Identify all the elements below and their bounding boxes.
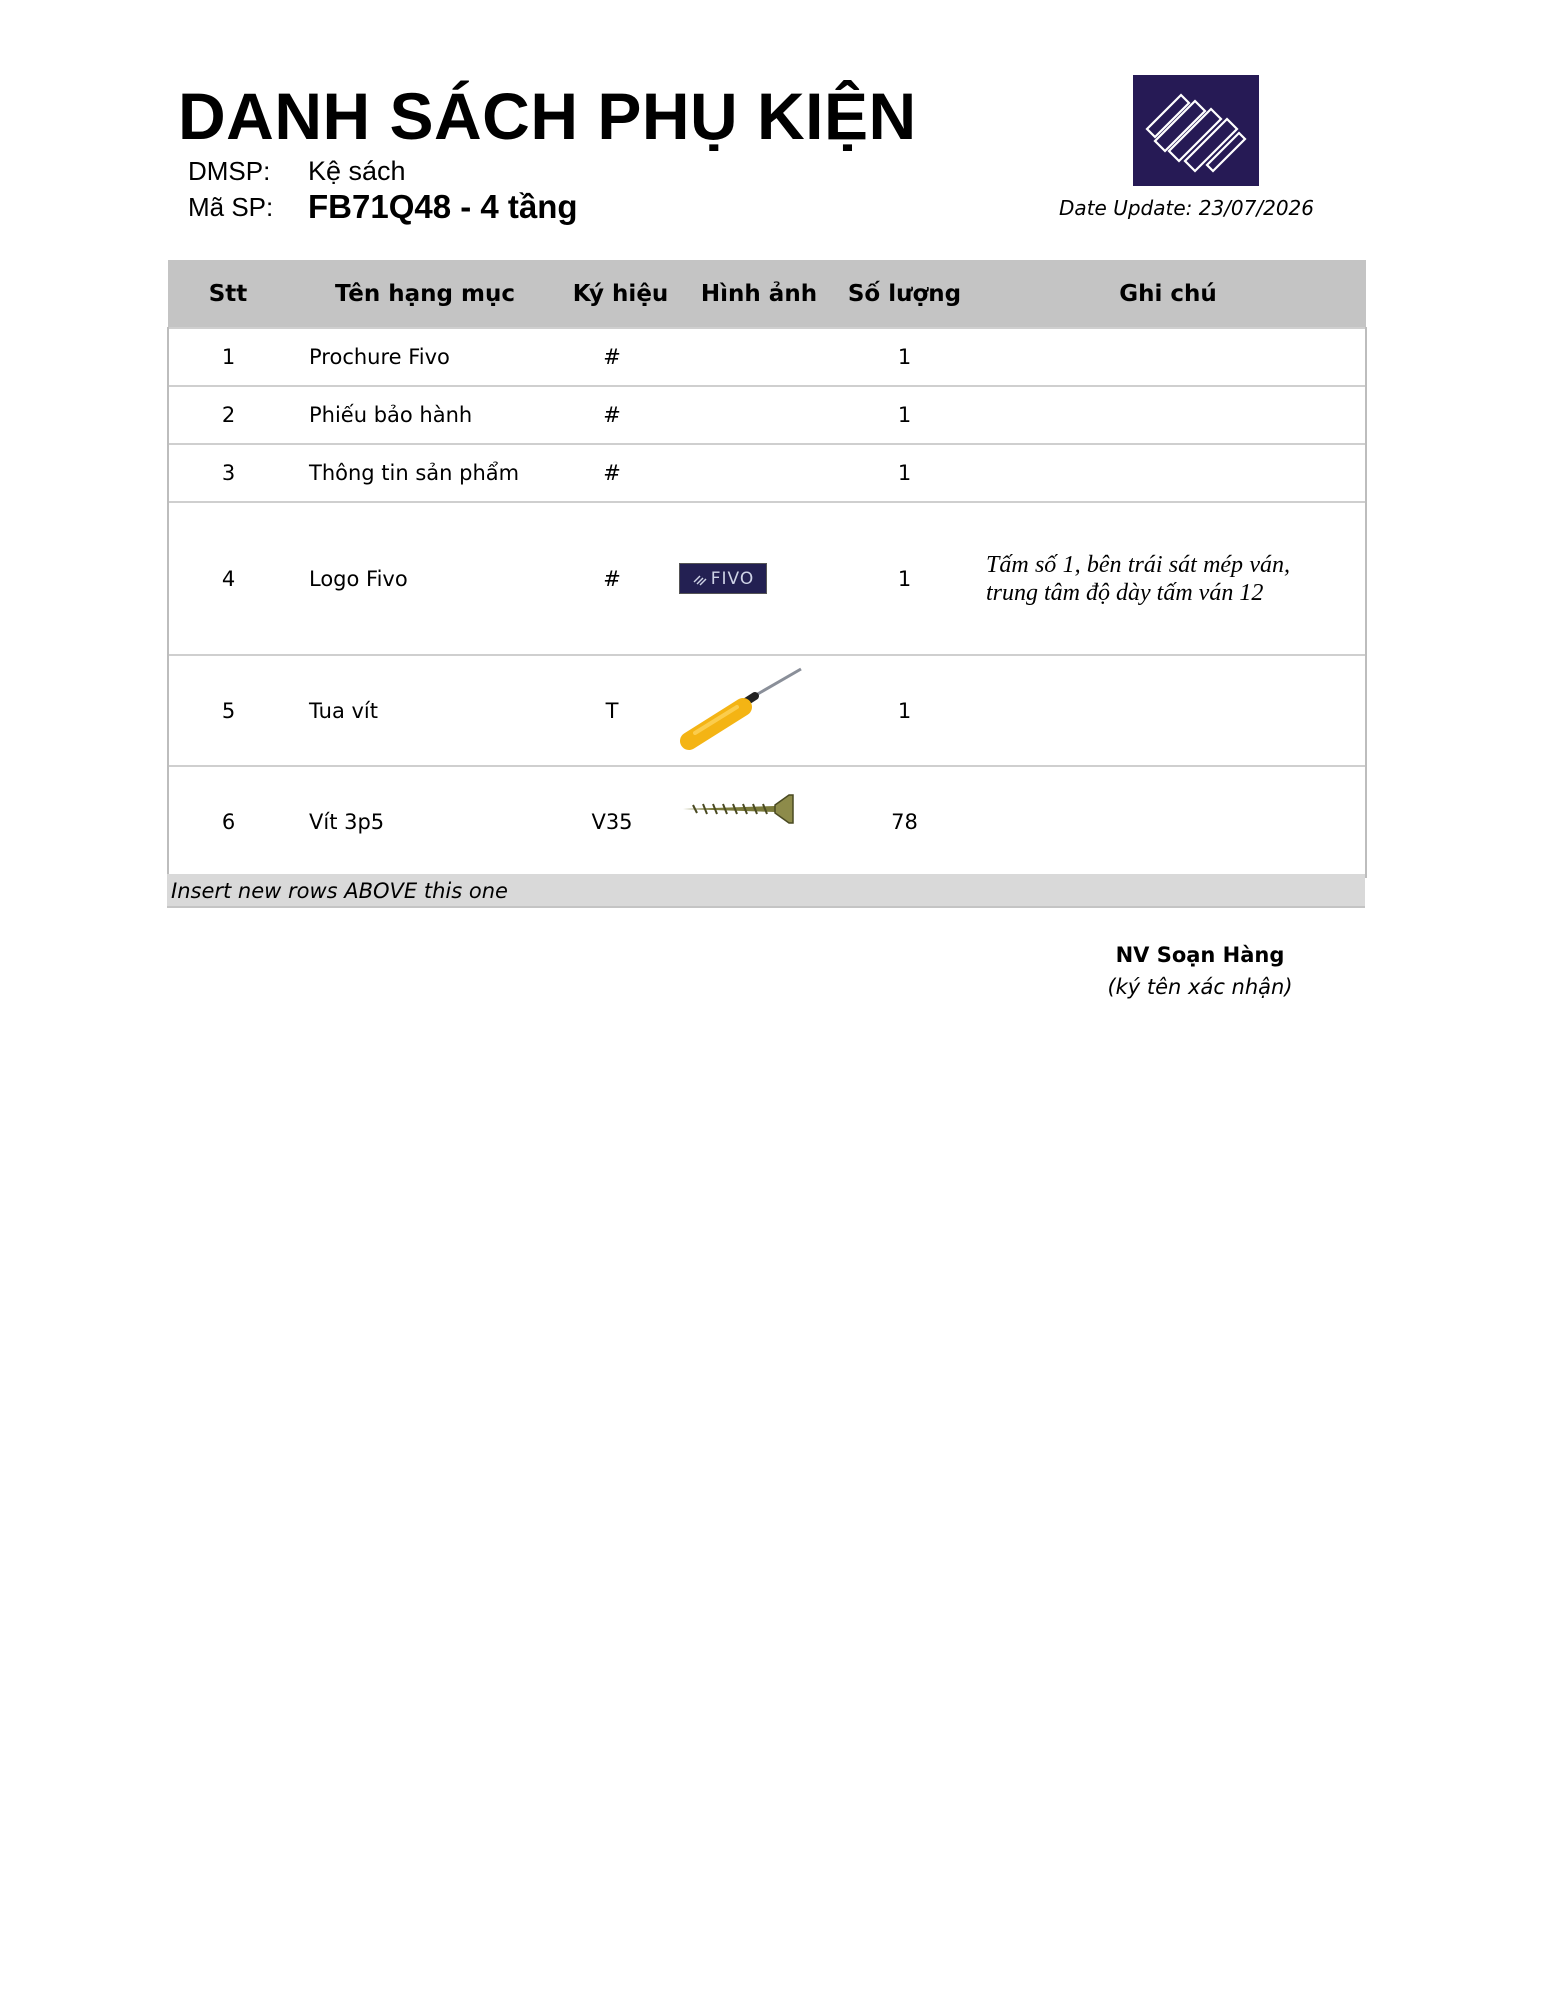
cell-note: [970, 386, 1366, 444]
cell-name: Logo Fivo: [288, 502, 562, 655]
cell-image: [679, 328, 839, 386]
cell-symbol: [562, 502, 679, 655]
symbol-text: #: [603, 345, 621, 369]
insert-rows-note: Insert new rows ABOVE this one: [167, 874, 1365, 908]
dmsp-label: DMSP:: [188, 156, 271, 186]
cell-stt: 5: [168, 655, 288, 766]
accessory-table: [167, 260, 1367, 878]
cell-image: [679, 386, 839, 444]
cell-qty: 1: [839, 328, 970, 386]
screwdriver-icon: [679, 663, 809, 753]
cell-qty: 1: [839, 502, 970, 655]
cell-qty: 1: [839, 386, 970, 444]
cell-note: Tấm số 1, bên trái sát mép ván, trung tâm độ dày tấm ván 12: [970, 502, 1366, 655]
cell-image: [679, 766, 839, 877]
cell-note: [970, 328, 1366, 386]
cell-stt: 6: [168, 766, 288, 877]
product-code-label: Mã SP:: [188, 192, 274, 222]
cell-name: Tua vít: [288, 655, 562, 766]
cell-note: [970, 766, 1366, 877]
cell-symbol: [562, 444, 679, 502]
dmsp-value: Kệ sách: [308, 156, 406, 186]
col-header-name: Tên hạng mục: [288, 260, 562, 328]
table-row: [168, 328, 1366, 386]
cell-symbol: [562, 328, 679, 386]
cell-image: [679, 444, 839, 502]
symbol-text: #: [603, 566, 621, 591]
cell-qty: 78: [839, 766, 970, 877]
cell-name: Prochure Fivo: [288, 328, 562, 386]
cell-image: [679, 655, 839, 766]
symbol-text: V35: [591, 809, 633, 834]
signer-title: NV Soạn Hàng: [1115, 943, 1285, 967]
col-header-stt: Stt: [168, 260, 288, 328]
table-row: [168, 444, 1366, 502]
fivo-logo-badge-icon: [679, 563, 767, 594]
col-header-symbol: Ký hiệu: [562, 260, 679, 328]
cell-name: Vít 3p5: [288, 766, 562, 877]
symbol-text: #: [603, 461, 621, 485]
col-header-note: Ghi chú: [970, 260, 1366, 328]
cell-stt: 4: [168, 502, 288, 655]
table-row: [168, 766, 1366, 877]
cell-image: [679, 502, 839, 655]
cell-name: Thông tin sản phẩm: [288, 444, 562, 502]
page-title: DANH SÁCH PHỤ KIỆN: [178, 79, 917, 153]
signer-subtitle: (ký tên xác nhận): [1107, 975, 1293, 999]
table-row: [168, 655, 1366, 766]
cell-symbol: [562, 386, 679, 444]
cell-symbol: [562, 655, 679, 766]
product-code-value: FB71Q48 - 4 tầng: [308, 188, 578, 225]
screw-icon: [679, 789, 799, 829]
cell-name: Phiếu bảo hành: [288, 386, 562, 444]
date-update: Date Update: 23/07/2026: [1059, 196, 1314, 220]
symbol-text: #: [603, 403, 621, 427]
fivo-logo-text: FIVO: [710, 568, 755, 589]
col-header-qty: Số lượng: [839, 260, 970, 328]
cell-note: [970, 655, 1366, 766]
table-row: [168, 502, 1366, 655]
cell-stt: 1: [168, 328, 288, 386]
cell-note: [970, 444, 1366, 502]
table-header-row: [168, 260, 1366, 328]
cell-symbol: [562, 766, 679, 877]
cell-qty: 1: [839, 444, 970, 502]
col-header-image: Hình ảnh: [679, 260, 839, 328]
symbol-text: T: [605, 698, 619, 723]
cell-stt: 2: [168, 386, 288, 444]
cell-stt: 3: [168, 444, 288, 502]
brand-logo-icon: [1133, 75, 1259, 186]
table-row: [168, 386, 1366, 444]
cell-qty: 1: [839, 655, 970, 766]
